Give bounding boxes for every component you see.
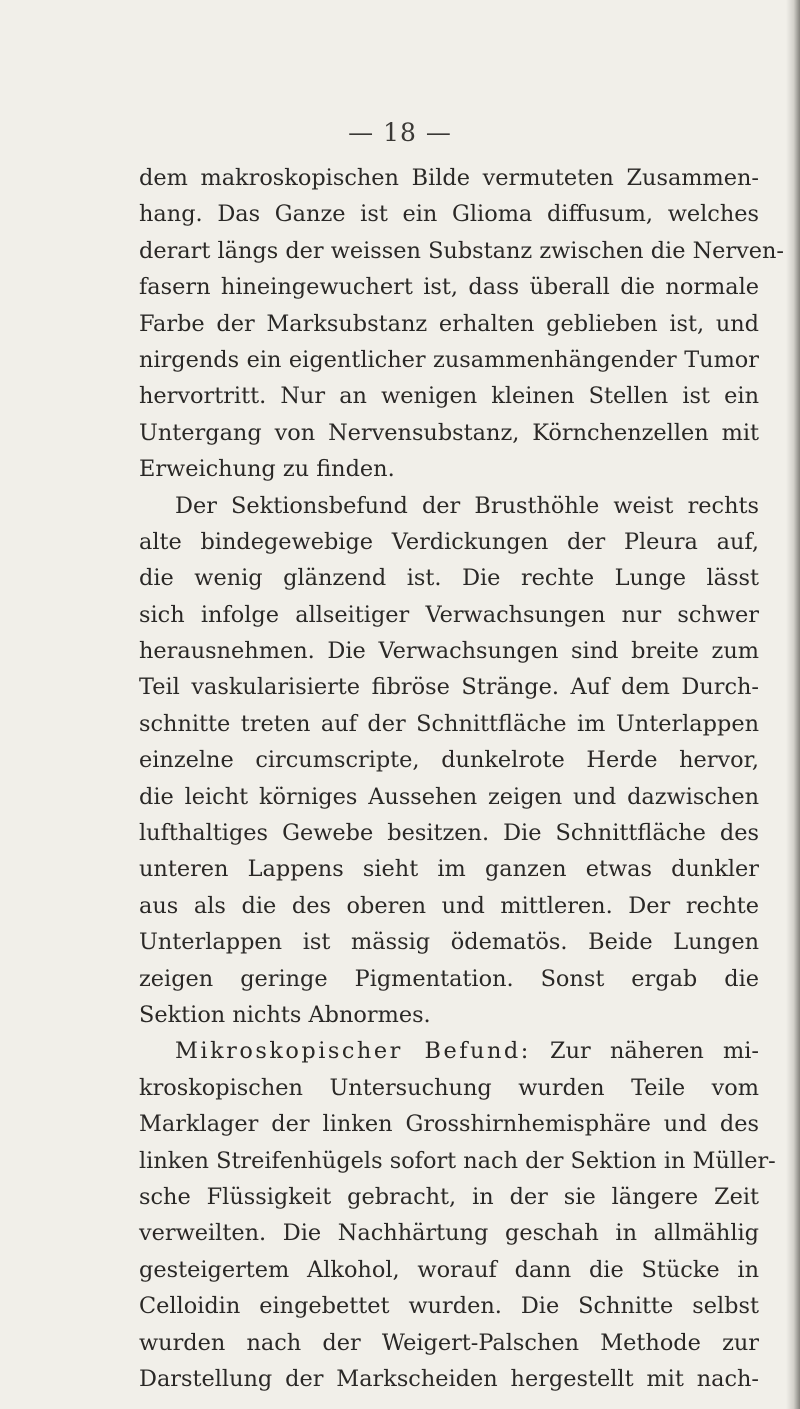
text-line: hang. Das Ganze ist ein Glioma diffusum, welches: [139, 201, 759, 228]
text-line: schnitte treten auf der Schnittfläche im Unterlappen: [139, 710, 759, 737]
text-line: aus als die des oberen und mittleren. Der rechte: [139, 892, 759, 919]
text-line: die wenig glänzend ist. Die rechte Lunge lässt: [139, 565, 759, 592]
text-line: lufthaltiges Gewebe besitzen. Die Schnittfläche des: [139, 820, 759, 847]
text-line: Marklager der linken Grosshirnhemisphäre und des: [139, 1111, 759, 1138]
text-line: fasern hineingewuchert ist, dass überall die normale: [139, 274, 759, 301]
text-line: die leicht körniges Aussehen zeigen und dazwischen: [139, 783, 759, 810]
text-line: einzelne circumscripte, dunkelrote Herde hervor,: [139, 747, 759, 774]
text-line: linken Streifenhügels sofort nach der Sektion in Müller-: [139, 1147, 776, 1174]
body-text: [139, 160, 784, 1397]
text-line: Celloidin eingebettet wurden. Die Schnitte selbst: [139, 1293, 759, 1320]
microscopic-section-first-line: [139, 1033, 759, 1069]
text-line: verweilten. Die Nachhärtung geschah in allmählig: [139, 1220, 759, 1247]
text-line: nirgends ein eigentlicher zusammenhängender Tumor: [139, 346, 759, 373]
microscopic-heading: Mikroskopischer Befund:: [175, 1038, 531, 1065]
page-edge-shadow: [786, 0, 800, 1409]
text-line: Unterlappen ist mässig ödematös. Beide Lungen: [139, 929, 759, 956]
text-line: herausnehmen. Die Verwachsungen sind breite zum: [139, 638, 759, 665]
text-line: sche Flüssigkeit gebracht, in der sie längere Zeit: [139, 1183, 759, 1210]
text-line: hervortritt. Nur an wenigen kleinen Stellen ist ein: [139, 383, 759, 410]
text-line: Untergang von Nervensubstanz, Körnchenzellen mit: [139, 419, 759, 446]
text-line: unteren Lappens sieht im ganzen etwas dunkler: [139, 856, 759, 883]
text-line: derart längs der weissen Substanz zwischen die Nerven-: [139, 237, 784, 264]
page-number: — 18 —: [348, 118, 452, 147]
text-line: wurden nach der Weigert-Palschen Methode zur: [139, 1329, 759, 1356]
text-line: Der Sektionsbefund der Brusthöhle weist rechts: [175, 492, 759, 519]
microscopic-first-line-rest: Zur näheren mi-: [550, 1038, 759, 1065]
text-line: sich infolge allseitiger Verwachsungen nur schwer: [139, 601, 759, 628]
text-line: Darstellung der Markscheiden hergestellt mit nach-: [139, 1365, 759, 1392]
text-line: alte bindegewebige Verdickungen der Pleura auf,: [139, 528, 759, 555]
text-line: Farbe der Marksubstanz erhalten geblieben ist, und: [139, 310, 759, 337]
text-line: gesteigertem Alkohol, worauf dann die Stücke in: [139, 1256, 759, 1283]
text-line: Teil vaskularisierte fibröse Stränge. Auf dem Durch-: [139, 674, 759, 701]
text-line: kroskopischen Untersuchung wurden Teile vom: [139, 1074, 759, 1101]
text-line: dem makroskopischen Bilde vermuteten Zusammen-: [139, 165, 759, 191]
text-line: zeigen geringe Pigmentation. Sonst ergab die: [139, 965, 759, 992]
text-line: Sektion nichts Abnormes.: [139, 1001, 431, 1028]
text-line: Erweichung zu finden.: [139, 456, 395, 483]
